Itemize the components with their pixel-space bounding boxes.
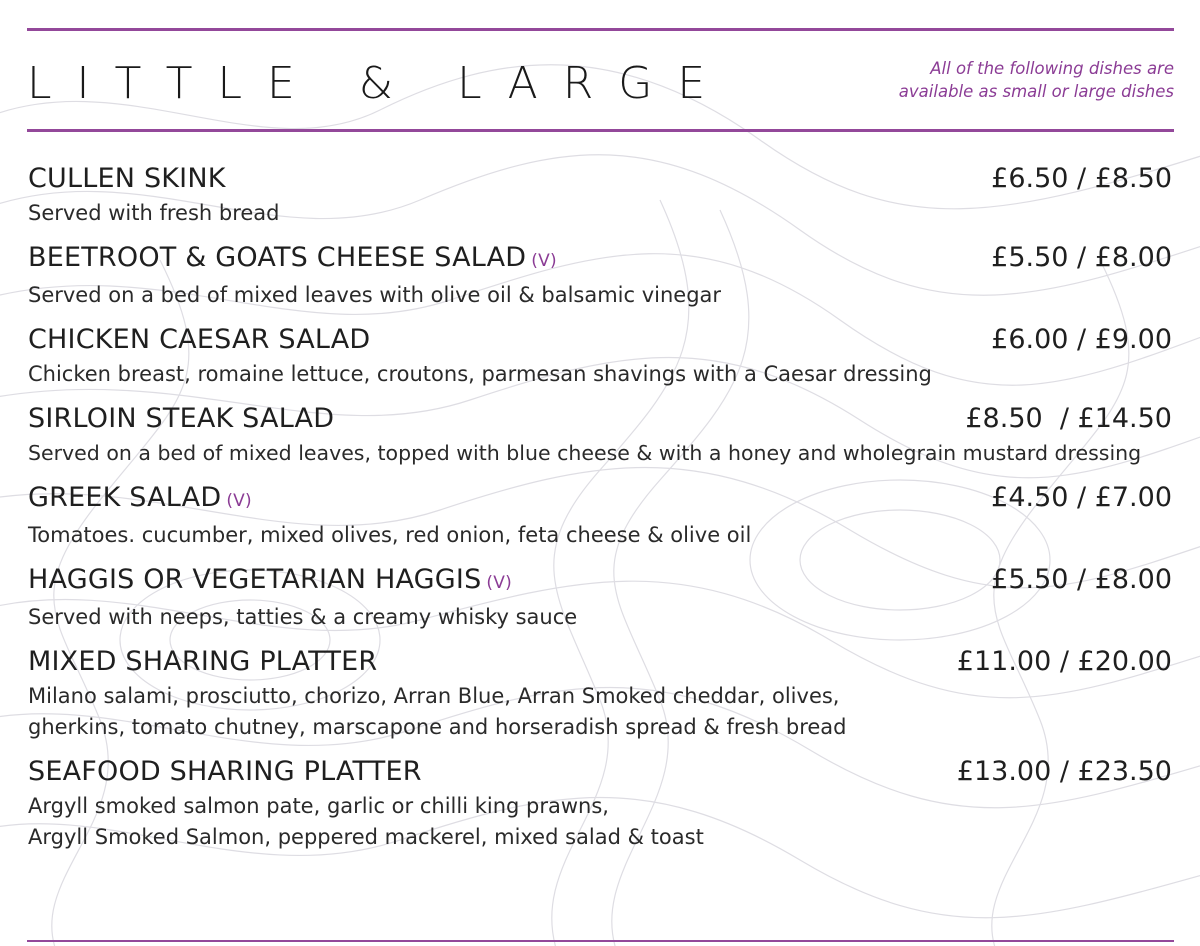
item-name: SEAFOOD SHARING PLATTER <box>28 756 422 787</box>
item-name: CHICKEN CAESAR SALAD <box>28 324 371 355</box>
page-title: LITTLE & LARGE <box>27 58 731 109</box>
item-description-line-2: gherkins, tomato chutney, marscapone and horseradish spread & fresh bread <box>28 715 847 739</box>
menu-item-seafood-sharing-platter <box>28 753 1172 853</box>
item-description: Served on a bed of mixed leaves, topped with blue cheese & with a honey and wholegrain mustard dressing <box>28 441 1142 465</box>
item-price: £13.00 / £23.50 <box>956 756 1172 787</box>
menu-item-beetroot-goats-cheese-salad <box>28 239 1172 311</box>
vegetarian-tag: (V) <box>486 573 512 593</box>
item-name: BEETROOT & GOATS CHEESE SALAD <box>28 242 527 273</box>
item-name: GREEK SALAD <box>28 482 222 513</box>
item-price: £8.50 / £14.50 <box>965 403 1172 434</box>
item-description: Argyll smoked salmon pate, garlic or chilli king prawns, <box>28 794 609 818</box>
size-note-line-1: All of the following dishes are <box>930 59 1174 78</box>
menu-item-chicken-caesar-salad <box>28 321 1172 390</box>
menu-item-greek-salad <box>28 479 1172 551</box>
item-description: Served with neeps, tatties & a creamy whisky sauce <box>28 605 578 629</box>
item-description: Milano salami, prosciutto, chorizo, Arran Blue, Arran Smoked cheddar, olives, <box>28 684 840 708</box>
item-name: CULLEN SKINK <box>28 163 226 194</box>
item-name: HAGGIS OR VEGETARIAN HAGGIS <box>28 564 482 595</box>
item-price: £4.50 / £7.00 <box>991 482 1172 513</box>
size-note-line-2: available as small or large dishes <box>898 82 1174 101</box>
bottom-divider <box>27 940 1174 942</box>
item-description-line-2: Argyll Smoked Salmon, peppered mackerel, mixed salad & toast <box>28 825 704 849</box>
item-price: £5.50 / £8.00 <box>991 242 1172 273</box>
item-description: Served on a bed of mixed leaves with olive oil & balsamic vinegar <box>28 283 722 307</box>
menu-item-haggis <box>28 561 1172 633</box>
item-price: £6.50 / £8.50 <box>991 163 1172 194</box>
header-divider <box>27 129 1174 132</box>
menu-item-mixed-sharing-platter <box>28 643 1172 743</box>
item-description: Tomatoes. cucumber, mixed olives, red onion, feta cheese & olive oil <box>28 523 752 547</box>
vegetarian-tag: (V) <box>531 251 557 271</box>
menu-items <box>28 160 1172 853</box>
vegetarian-tag: (V) <box>226 491 252 511</box>
item-price: £5.50 / £8.00 <box>991 564 1172 595</box>
item-name: MIXED SHARING PLATTER <box>28 646 378 677</box>
item-price: £6.00 / £9.00 <box>991 324 1172 355</box>
menu-item-cullen-skink <box>28 160 1172 229</box>
item-description: Chicken breast, romaine lettuce, croutons, parmesan shavings with a Caesar dressing <box>28 362 932 386</box>
item-description: Served with fresh bread <box>28 201 280 225</box>
top-divider <box>27 28 1174 31</box>
item-name: SIRLOIN STEAK SALAD <box>28 403 335 434</box>
menu-item-sirloin-steak-salad <box>28 400 1172 469</box>
item-price: £11.00 / £20.00 <box>956 646 1172 677</box>
size-note <box>814 57 1174 103</box>
